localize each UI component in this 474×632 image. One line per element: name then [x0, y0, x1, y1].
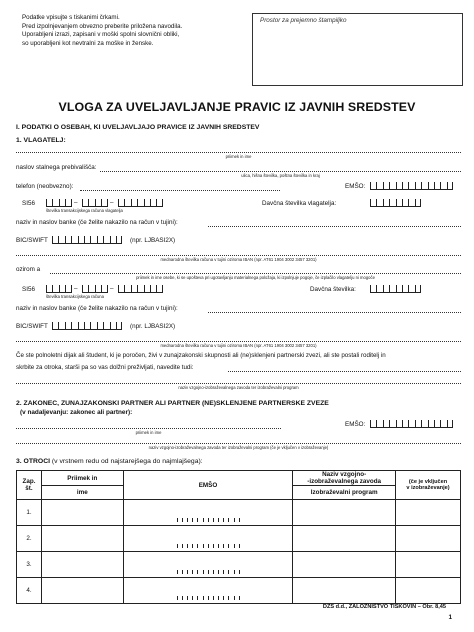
bic-label: BIC/SWIFT — [16, 237, 48, 244]
table-row — [17, 526, 461, 552]
partner-name-field[interactable] — [16, 428, 281, 429]
child-school-cell[interactable] — [293, 500, 396, 526]
emso-label: EMŠO: — [345, 183, 366, 190]
dash: – — [110, 285, 114, 292]
section3-heading — [16, 458, 203, 465]
intro-text — [22, 14, 182, 48]
row-number: 2. — [17, 526, 42, 552]
section3-title-rest: (v vrstnem redu od najstarejšega do najmlajšega): — [51, 458, 203, 465]
account-boxes-3[interactable] — [118, 199, 163, 207]
table-row — [17, 500, 461, 526]
caption-iban: mednarodna številka računa v tujini oziroma IBAN (npr. AT61 1904 3002 3457 3201) — [160, 257, 317, 262]
applicant-name-field[interactable] — [16, 152, 461, 153]
account2-boxes-2[interactable] — [82, 285, 108, 293]
section1-heading: I. PODATKI O OSEBAH, KI UVELJAVLJAJO PRAVICE IZ JAVNIH SREDSTEV — [16, 124, 260, 131]
emso-boxes[interactable] — [370, 182, 453, 190]
header-priimek: Priimek in — [41, 471, 123, 486]
header-vkljucen: (če je vključen v izobraževanje) — [396, 471, 461, 500]
account-boxes-2[interactable] — [82, 199, 108, 207]
caption-iban2: mednarodna številka računa v tujini oziroma IBAN (npr. AT61 1904 3002 3457 3201) — [160, 343, 317, 348]
children-table — [16, 470, 461, 604]
caption-name: priimek in ime — [225, 154, 252, 159]
row-number: 3. — [17, 552, 42, 578]
caption-address: ulica, hišna številka, poštna številka in kraj — [241, 173, 320, 178]
tax-label-2: Davčna številka: — [310, 286, 356, 293]
tax-label: Davčna številka vlagatelja: — [262, 200, 337, 207]
table-row — [17, 552, 461, 578]
child-included-cell[interactable] — [396, 552, 461, 578]
address-field[interactable] — [100, 171, 461, 172]
section2-sub: (v nadaljevanju: zakonec ali partner): — [20, 409, 133, 416]
child-emso-cell[interactable] — [123, 500, 292, 526]
stamp-label: Prostor za prejemno štampiljko — [260, 17, 347, 24]
child-emso-cell[interactable] — [123, 526, 292, 552]
page-number: 1 — [448, 614, 452, 621]
table-row — [17, 578, 461, 604]
si56-label: SI56 — [22, 200, 35, 207]
student-field-b[interactable] — [16, 383, 461, 384]
child-name-cell[interactable] — [41, 552, 123, 578]
header-program: Izobraževalni program — [293, 486, 396, 500]
child-included-cell[interactable] — [396, 578, 461, 604]
child-emso-cell[interactable] — [123, 552, 292, 578]
dash: – — [74, 199, 78, 206]
child-school-cell[interactable] — [293, 578, 396, 604]
account2-boxes-1[interactable] — [46, 285, 72, 293]
partner-school-field[interactable] — [16, 443, 461, 444]
si56-label-2: SI56 — [22, 286, 35, 293]
stamp-box — [252, 13, 463, 86]
header-ime: ime — [41, 486, 123, 500]
tax-boxes[interactable] — [370, 199, 421, 207]
row-number: 1. — [17, 500, 42, 526]
dash: – — [110, 199, 114, 206]
child-school-cell[interactable] — [293, 552, 396, 578]
account-boxes-1[interactable] — [46, 199, 72, 207]
header-zap: Zap. št. — [17, 471, 42, 500]
bank-label-2: naziv in naslov banke (če želite nakazilo na račun v tujini): — [16, 305, 178, 312]
intro-line: Podatke vpisujte s tiskanimi črkami. — [22, 14, 120, 21]
oziroma-label: ozirom a — [16, 266, 41, 273]
caption-partner-school: naziv vzgojno-izobraževalnega zavoda ter izobraževalni program (če je vključen v izobraževanje) — [148, 445, 329, 450]
section3-title: 3. OTROCI — [16, 458, 50, 465]
iban2-field[interactable] — [16, 341, 461, 342]
caption-account: številka transakcijskega računa vlagatelja — [46, 208, 123, 213]
intro-line: Pred izpolnjevanjem obvezno preberite priložena navodila. — [22, 22, 183, 30]
caption-school: naziv vzgojno-izobraževalnega zavoda ter izobraževalni program — [178, 385, 299, 390]
child-included-cell[interactable] — [396, 526, 461, 552]
phone-field[interactable] — [80, 190, 280, 191]
publisher-footer: DZS d.d., ZALOŽNIŠTVO TISKOVIN – Obr. 8,45 — [322, 604, 446, 610]
caption-other: priimek in ime osebe, ki se upošteva pri ugotavljanju materialnega položaja, ki izpolnjuje pogoje, če izplačilo vlagatelju ni mogoče — [136, 275, 375, 280]
header-zavod: Naziv vzgojno- -izobraževalnega zavoda — [293, 471, 396, 486]
section2-heading: 2. ZAKONEC, ZUNAJZAKONSKI PARTNER ALI PARTNER (NE)SKLENJENE PARTNERSKE ZVEZE — [16, 400, 329, 407]
partner-emso-boxes[interactable] — [370, 420, 453, 428]
bic-label-2: BIC/SWIFT — [16, 323, 48, 330]
dash: – — [74, 285, 78, 292]
bank-field[interactable] — [208, 226, 461, 227]
child-emso-cell[interactable] — [123, 578, 292, 604]
bank2-field[interactable] — [208, 312, 461, 313]
tax2-boxes[interactable] — [370, 285, 421, 293]
child-included-cell[interactable] — [396, 500, 461, 526]
child-name-cell[interactable] — [41, 578, 123, 604]
student-text-2: skrbite za otroka, starši pa so vas dolžni preživljati, navedite tudi: — [16, 364, 194, 371]
phone-label: telefon (neobvezno): — [16, 183, 74, 190]
address-label: naslov stalnega prebivališča: — [16, 164, 97, 171]
bic-hint-2: (npr. LJBASI2X) — [130, 323, 176, 330]
student-text-1: Če ste polnoletni dijak ali študent, ki je poročen, živi v zunajzakonski skupnosti ali (ne)sklenjeni partnerski zvezi, ali ste postali roditelj in — [16, 352, 386, 359]
iban-field[interactable] — [16, 255, 461, 256]
child-school-cell[interactable] — [293, 526, 396, 552]
header-emso: EMŠO — [123, 471, 292, 500]
partner-emso-label: EMŠO: — [345, 421, 366, 428]
child-name-cell[interactable] — [41, 526, 123, 552]
bank-label: naziv in naslov banke (če želite nakazilo na račun v tujini): — [16, 219, 178, 226]
bic-hint: (npr. LJBASI2X) — [130, 237, 176, 244]
intro-line: so uporabljeni kot nevtralni za moške in ženske. — [22, 39, 154, 47]
student-field-a[interactable] — [228, 371, 461, 372]
bic2-boxes[interactable] — [52, 322, 122, 330]
other-person-field[interactable] — [50, 273, 461, 274]
caption-account2: številka transakcijskega računa — [46, 294, 104, 299]
form-title: VLOGA ZA UVELJAVLJANJE PRAVIC IZ JAVNIH SREDSTEV — [58, 100, 416, 114]
child-name-cell[interactable] — [41, 500, 123, 526]
row-number: 4. — [17, 578, 42, 604]
intro-line: Uporabljeni izrazi, zapisani v moški spolni slovnični obliki, — [22, 31, 180, 39]
applicant-heading: 1. VLAGATELJ: — [16, 137, 66, 144]
account2-boxes-3[interactable] — [118, 285, 163, 293]
bic-boxes[interactable] — [52, 236, 122, 244]
caption-partner-name: priimek in ime — [135, 430, 162, 435]
